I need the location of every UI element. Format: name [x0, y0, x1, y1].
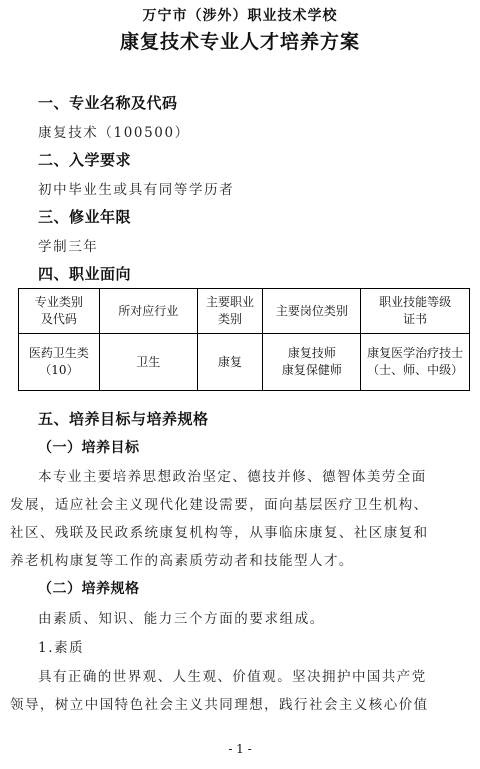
table-header-row [19, 289, 470, 334]
table-header-cell: 职业技能等级 证书 [361, 289, 470, 334]
school-name: 万宁市（涉外）职业技术学校 [142, 8, 338, 24]
section-1-heading: 一、专业名称及代码 [38, 94, 178, 112]
table-header-cell: 所对应行业 [99, 289, 197, 334]
table-cell: 康复技师 康复保健师 [263, 334, 361, 391]
section-5-2-item-1: 1.素质 [38, 640, 85, 656]
section-3-heading: 三、修业年限 [38, 208, 132, 226]
section-4-heading: 四、职业面向 [38, 265, 132, 283]
paragraph-line: 养老机构康复等工作的高素质劳动者和技能型人才。 [10, 553, 354, 569]
table-cell: 医药卫生类 （10） [19, 334, 100, 391]
section-5-2-heading: （二）培养规格 [38, 581, 140, 597]
paragraph-line: 社区、残联及民政系统康复机构等，从事临床康复、社区康复和 [10, 525, 429, 541]
section-5-heading: 五、培养目标与培养规格 [38, 410, 209, 428]
career-table [18, 288, 470, 391]
paragraph-line: 领导，树立中国特色社会主义共同理想，践行社会主义核心价值 [10, 697, 429, 713]
paragraph-line: 发展，适应社会主义现代化建设需要，面向基层医疗卫生机构、 [10, 497, 429, 513]
table-header-cell: 专业类别 及代码 [19, 289, 100, 334]
paragraph-line: 本专业主要培养思想政治坚定、德技并修、德智体美劳全面 [38, 469, 427, 485]
paragraph-line: 具有正确的世界观、人生观、价值观。坚决拥护中国共产党 [38, 669, 427, 685]
section-3-text: 学制三年 [38, 239, 99, 255]
document-title: 康复技术专业人才培养方案 [119, 31, 360, 53]
section-2-heading: 二、入学要求 [38, 151, 132, 169]
section-5-2-intro: 由素质、知识、能力三个方面的要求组成。 [38, 611, 325, 627]
page-number: - 1 - [228, 742, 252, 756]
section-2-text: 初中毕业生或具有同等学历者 [38, 182, 235, 198]
section-5-1-heading: （一）培养目标 [38, 440, 140, 456]
table-row [19, 334, 470, 391]
table-cell: 卫生 [99, 334, 197, 391]
table-header-cell: 主要职业 类别 [197, 289, 263, 334]
table-header-cell: 主要岗位类别 [263, 289, 361, 334]
table-cell: 康复 [197, 334, 263, 391]
table-cell: 康复医学治疗技士 （士、师、中级） [361, 334, 470, 391]
section-1-text: 康复技术（100500） [38, 125, 190, 141]
